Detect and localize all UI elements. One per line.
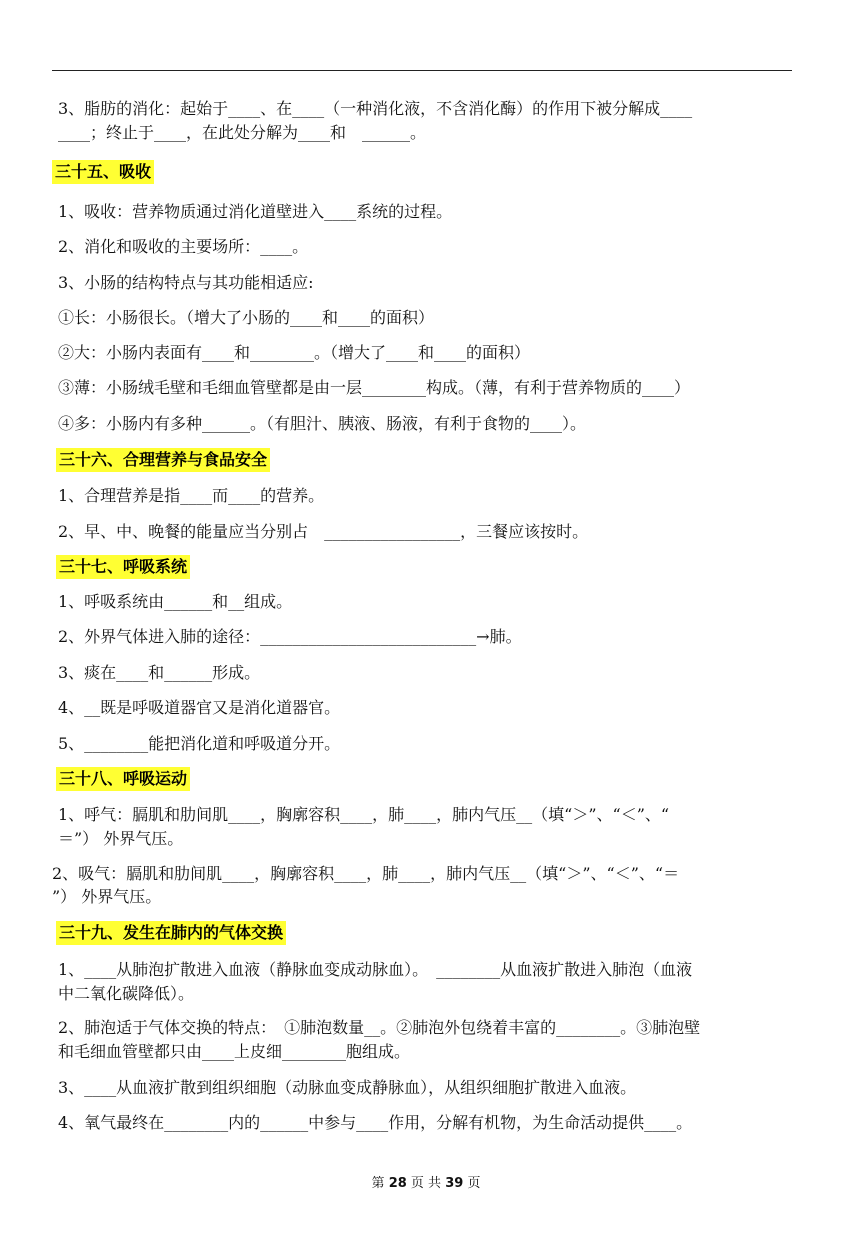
text-line: ____；终止于____，在此处分解为____和 ______。 (58, 123, 427, 142)
text-line: 1、____从肺泡扩散进入血液（静脉血变成动脉血）。 ________从血液扩散进入肺泡（血液 (58, 960, 693, 979)
text-line: 3、痰在____和______形成。 (58, 663, 261, 682)
section-heading: 三十五、吸收 (52, 160, 154, 184)
text-line: 5、________能把消化道和呼吸道分开。 (58, 734, 341, 753)
section-heading: 三十九、发生在肺内的气体交换 (56, 921, 286, 945)
text-line: 1、合理营养是指____而____的营养。 (58, 486, 325, 505)
text-line: ”） 外界气压。 (52, 887, 162, 906)
text-line: ＝”） 外界气压。 (58, 829, 184, 848)
section-heading: 三十八、呼吸运动 (56, 767, 190, 791)
text-line: 1、吸收：营养物质通过消化道壁进入____系统的过程。 (58, 202, 453, 221)
text-line: ③薄：小肠绒毛壁和毛细血管壁都是由一层________构成。（薄，有利于营养物质的____） (58, 378, 691, 397)
text-line: 2、吸气：膈肌和肋间肌____，胸廓容积____，肺____，肺内气压__（填“＞”、“＜”、“＝ (52, 864, 680, 883)
text-line: 2、肺泡适于气体交换的特点： ①肺泡数量__。②肺泡外包绕着丰富的________。③肺泡壁 (58, 1018, 701, 1037)
section-heading: 三十七、呼吸系统 (56, 555, 190, 579)
header-rule (52, 70, 792, 71)
text-line: 4、__既是呼吸道器官又是消化道器官。 (58, 698, 341, 717)
text-line: 4、氧气最终在________内的______中参与____作用，分解有机物，为生命活动提供____。 (58, 1113, 693, 1132)
text-line: 1、呼气：膈肌和肋间肌____，胸廓容积____，肺____，肺内气压__（填“＞”、“＜”、“ (58, 805, 670, 824)
text-line: 2、消化和吸收的主要场所：____。 (58, 237, 309, 256)
text-line: 3、脂肪的消化：起始于____、在____（一种消化液，不含消化酶）的作用下被分解成____ (58, 99, 693, 118)
text-line: 2、外界气体进入肺的途径：___________________________→肺。 (58, 627, 522, 646)
text-line: 中二氧化碳降低）。 (58, 984, 195, 1003)
page-total: 39 (445, 1176, 464, 1191)
text-line: ②大：小肠内表面有____和________。（增大了____和____的面积） (58, 343, 531, 362)
text-line: ④多：小肠内有多种______。（有胆汁、胰液、肠液，有利于食物的____）。 (58, 414, 587, 433)
page-number: 28 (388, 1176, 407, 1191)
text-line: ①长：小肠很长。（增大了小肠的____和____的面积） (58, 308, 435, 327)
text-line: 1、呼吸系统由______和__组成。 (58, 592, 293, 611)
text-line: 和毛细血管壁都只由____上皮细________胞组成。 (58, 1042, 411, 1061)
page-footer (0, 1175, 852, 1193)
section-heading: 三十六、合理营养与食品安全 (56, 448, 270, 472)
footer-suffix: 页 (467, 1176, 481, 1191)
footer-middle: 页 共 (410, 1176, 442, 1191)
footer-prefix: 第 (371, 1176, 385, 1191)
text-line: 3、____从血液扩散到组织细胞（动脉血变成静脉血），从组织细胞扩散进入血液。 (58, 1078, 637, 1097)
text-line: 2、早、中、晚餐的能量应当分别占 _________________，三餐应该按时。 (58, 522, 589, 541)
text-line: 3、小肠的结构特点与其功能相适应: (58, 273, 314, 292)
